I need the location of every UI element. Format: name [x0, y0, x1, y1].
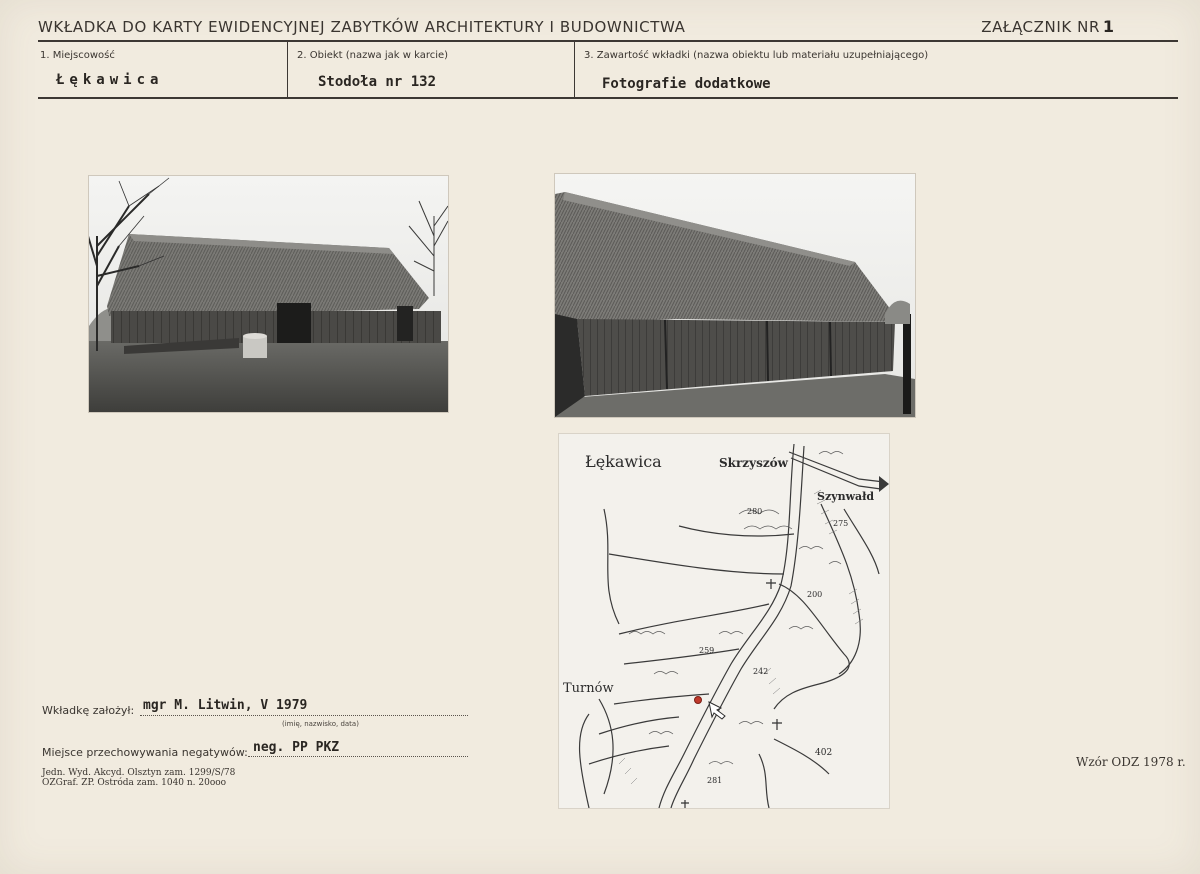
map-label-skrzyszow: Skrzyszów	[719, 456, 788, 470]
annex-label: ZAŁĄCZNIK NR	[981, 18, 1100, 36]
barn-photo-side	[554, 173, 916, 418]
header-rule	[38, 40, 1178, 42]
elevation-label: 402	[815, 748, 833, 758]
map-label-szynwald: Szynwałd	[817, 490, 875, 503]
printer-imprint-2: OZGraf. ZP. Ostróda zam. 1040 n. 20ooo	[42, 778, 227, 788]
map-label-lekawica: Łękawica	[585, 452, 662, 471]
divider-1	[287, 42, 288, 98]
storage-dotted-line	[248, 756, 468, 757]
field-value-contents: Fotografie dodatkowe	[602, 76, 771, 92]
storage-label: Miejsce przechowywania negatywów:	[42, 746, 248, 759]
field-value-object: Stodoła nr 132	[318, 74, 437, 90]
elevation-label: 200	[807, 590, 823, 599]
map-label-turnow: Turnów	[563, 681, 614, 696]
divider-2	[574, 42, 575, 98]
fields-rule	[38, 97, 1178, 99]
printer-imprint-1: Jedn. Wyd. Akcyd. Olsztyn zam. 1299/S/78	[42, 768, 236, 778]
form-code: Wzór ODZ 1978 r.	[1076, 755, 1186, 769]
field-label-object: 2. Obiekt (nazwa jak w karcie)	[297, 50, 449, 61]
elevation-label: 281	[707, 776, 723, 785]
founder-hint: (imię, nazwisko, data)	[282, 720, 359, 728]
elevation-label: 280	[747, 507, 763, 516]
elevation-label: 259	[699, 646, 715, 655]
elevation-label: 275	[833, 519, 849, 528]
location-marker	[695, 697, 702, 704]
field-value-place: Łękawica	[56, 72, 164, 88]
field-label-contents: 3. Zawartość wkładki (nazwa obiektu lub materiału uzupełniającego)	[584, 50, 929, 61]
founder-label: Wkładkę założył:	[42, 704, 135, 717]
storage-value: neg. PP PKZ	[253, 740, 340, 755]
location-map	[558, 433, 890, 809]
arrow-icon	[709, 702, 725, 719]
annex-number: 1	[1102, 17, 1114, 36]
sheet-title: WKŁADKA DO KARTY EWIDENCYJNEJ ZABYTKÓW ARCHITEKTURY I BUDOWNICTWA	[38, 18, 686, 36]
barn-photo-front	[88, 175, 449, 413]
founder-dotted-line	[140, 715, 468, 716]
field-label-place: 1. Miejscowość	[40, 50, 115, 61]
elevation-label: 242	[753, 667, 769, 676]
founder-value: mgr M. Litwin, V 1979	[143, 698, 308, 713]
